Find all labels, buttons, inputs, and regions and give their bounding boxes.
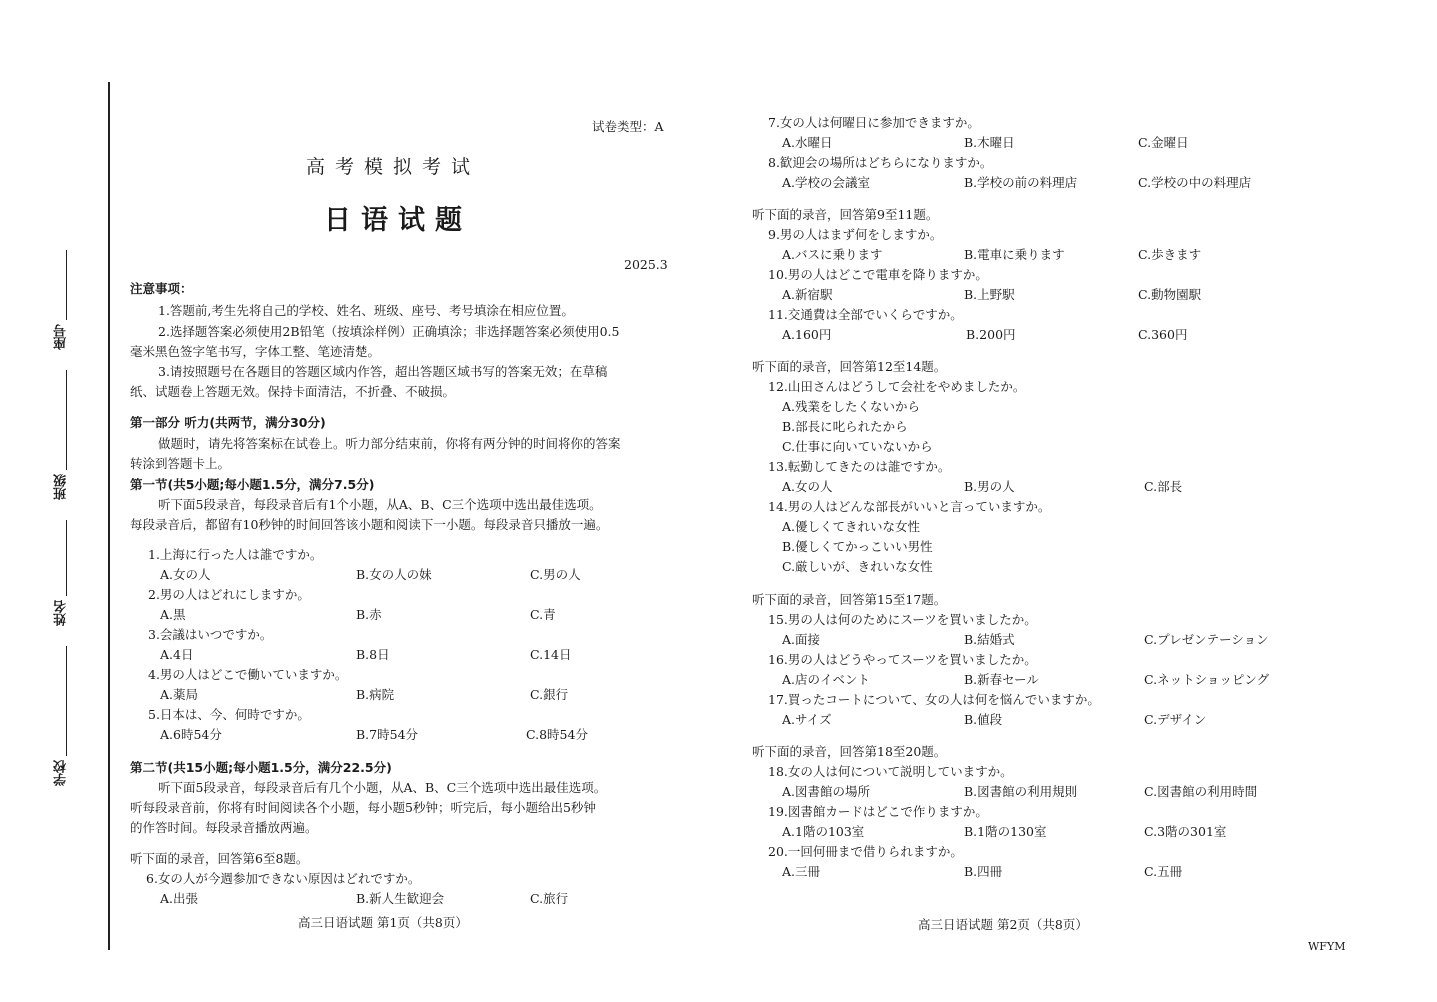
q2-option-a: A.黒 — [160, 607, 186, 622]
q3-option-c: C.14日 — [530, 647, 572, 662]
seat-label: 座号 — [54, 324, 69, 350]
school-blank — [66, 646, 67, 756]
q13-option-c: C.部長 — [1144, 479, 1183, 494]
q13-option-a: A.女の人 — [782, 479, 833, 494]
seat-blank — [66, 250, 67, 320]
q18-text: 18.女の人は何について説明していますか。 — [768, 764, 1013, 779]
q8-text: 8.歓迎会の場所はどちらになりますか。 — [768, 155, 993, 170]
q11-option-b: B.200円 — [966, 327, 1016, 342]
q12-option-b: B.部長に叱られたから — [782, 419, 908, 434]
page-2-footer: 高三日语试题 第2页（共8页） — [918, 917, 1088, 932]
q1-option-c: C.男の人 — [530, 567, 581, 582]
q6-option-a: A.出張 — [160, 891, 199, 906]
q19-option-a: A.1階の103室 — [782, 824, 865, 839]
student-info-sidebar — [52, 250, 92, 840]
q4-option-a: A.薬局 — [160, 687, 199, 702]
q8-option-c: C.学校の中の料理店 — [1138, 175, 1252, 190]
paper-type: 试卷类型：A — [592, 119, 664, 134]
q10-option-a: A.新宿駅 — [782, 287, 833, 302]
school-label: 学校 — [54, 760, 69, 786]
q4-option-c: C.銀行 — [530, 687, 569, 702]
q2-option-c: C.青 — [530, 607, 556, 622]
exam-title: 高考模拟考试 — [306, 156, 481, 178]
q9-option-a: A.バスに乗ります — [782, 247, 883, 262]
q10-option-c: C.動物園駅 — [1138, 287, 1202, 302]
instruction-q15-17: 听下面的录音，回答第15至17题。 — [752, 592, 947, 607]
q7-text: 7.女の人は何曜日に参加できますか。 — [768, 115, 980, 130]
q20-option-b: B.四冊 — [964, 864, 1003, 879]
q17-option-b: B.値段 — [964, 712, 1003, 727]
q3-option-a: A.4日 — [160, 647, 194, 662]
q4-text: 4.男の人はどこで働いていますか。 — [148, 667, 348, 682]
page-1-footer: 高三日语试题 第1页（共8页） — [298, 915, 468, 930]
q4-option-b: B.病院 — [356, 687, 395, 702]
notice-heading: 注意事项： — [130, 281, 193, 296]
section1-heading: 第一节(共5小题;每小题1.5分，满分7.5分) — [130, 477, 375, 492]
q15-option-a: A.面接 — [782, 632, 821, 647]
exam-date: 2025.3 — [624, 257, 668, 272]
part1-desc-b: 转涂到答题卡上。 — [130, 456, 231, 471]
q11-option-c: C.360円 — [1138, 327, 1188, 342]
section2-heading: 第二节(共15小题;每小题1.5分，满分22.5分) — [130, 760, 392, 775]
part1-heading: 第一部分 听力(共两节，满分30分) — [130, 415, 326, 430]
notice-item-3b: 纸、试题卷上答题无效。保持卡面清洁，不折叠、不破损。 — [130, 384, 456, 399]
q5-option-c: C.8時54分 — [526, 727, 588, 742]
q10-text: 10.男の人はどこで電車を降りますか。 — [768, 267, 988, 282]
q13-option-b: B.男の人 — [964, 479, 1015, 494]
q6-option-b: B.新人生歓迎会 — [356, 891, 445, 906]
class-blank — [66, 370, 67, 470]
document-code: WFYM — [1308, 940, 1346, 953]
q19-option-c: C.3階の301室 — [1144, 824, 1227, 839]
q5-text: 5.日本は、今、何時ですか。 — [148, 707, 310, 722]
name-blank — [66, 520, 67, 596]
q2-text: 2.男の人はどれにしますか。 — [148, 587, 310, 602]
notice-item-3a: 3.请按照题号在各题目的答题区域内作答，超出答题区域书写的答案无效；在草稿 — [158, 364, 608, 379]
q17-text: 17.買ったコートについて、女の人は何を悩んでいますか。 — [768, 692, 1100, 707]
q3-option-b: B.8日 — [356, 647, 390, 662]
class-label: 班级 — [54, 474, 69, 500]
q19-option-b: B.1階の130室 — [964, 824, 1047, 839]
q3-text: 3.会議はいつですか。 — [148, 627, 273, 642]
q11-text: 11.交通費は全部でいくらですか。 — [768, 307, 963, 322]
q16-option-c: C.ネットショッピング — [1144, 672, 1270, 687]
q1-text: 1.上海に行った人は誰ですか。 — [148, 547, 323, 562]
section2-desc-a: 听下面5段录音，每段录音后有几个小题，从A、B、C三个选项中选出最佳选项。 — [158, 780, 607, 795]
q15-option-c: C.プレゼンテーション — [1144, 632, 1269, 647]
q7-option-a: A.水曜日 — [782, 135, 833, 150]
q15-option-b: B.結婚式 — [964, 632, 1015, 647]
section2-desc-c: 的作答时间。每段录音播放两遍。 — [130, 820, 318, 835]
q7-option-b: B.木曜日 — [964, 135, 1015, 150]
q2-option-b: B.赤 — [356, 607, 382, 622]
q17-option-c: C.デザイン — [1144, 712, 1207, 727]
q18-option-c: C.図書館の利用時間 — [1144, 784, 1258, 799]
q12-option-a: A.残業をしたくないから — [782, 399, 921, 414]
q19-text: 19.図書館カードはどこで作りますか。 — [768, 804, 988, 819]
part1-desc-a: 做题时，请先将答案标在试卷上。听力部分结束前，你将有两分钟的时间将你的答案 — [158, 436, 621, 451]
section2-desc-b: 听每段录音前，你将有时间阅读各个小题，每小题5秒钟；听完后，每小题给出5秒钟 — [130, 800, 596, 815]
instruction-q18-20: 听下面的录音，回答第18至20题。 — [752, 744, 947, 759]
binding-line — [108, 82, 110, 950]
q6-text: 6.女の人が今週参加できない原因はどれですか。 — [146, 871, 421, 886]
q14-text: 14.男の人はどんな部長がいいと言っていますか。 — [768, 499, 1051, 514]
q6-option-c: C.旅行 — [530, 891, 569, 906]
q14-option-c: C.厳しいが、きれいな女性 — [782, 559, 933, 574]
q7-option-c: C.金曜日 — [1138, 135, 1189, 150]
q1-option-b: B.女の人の妹 — [356, 567, 432, 582]
name-label: 姓名 — [54, 600, 69, 626]
q10-option-b: B.上野駅 — [964, 287, 1015, 302]
q5-option-b: B.7時54分 — [356, 727, 419, 742]
q9-option-c: C.歩きます — [1138, 247, 1202, 262]
q9-option-b: B.電車に乗ります — [964, 247, 1065, 262]
q16-option-b: B.新春セール — [964, 672, 1039, 687]
q20-option-c: C.五冊 — [1144, 864, 1183, 879]
q13-text: 13.転勤してきたのは誰ですか。 — [768, 459, 951, 474]
q20-text: 20.一回何冊まで借りられますか。 — [768, 844, 963, 859]
q9-text: 9.男の人はまず何をしますか。 — [768, 227, 943, 242]
q12-text: 12.山田さんはどうして会社をやめましたか。 — [768, 379, 1026, 394]
instruction-q12-14: 听下面的录音，回答第12至14题。 — [752, 359, 947, 374]
q20-option-a: A.三冊 — [782, 864, 821, 879]
notice-item-2a: 2.选择题答案必须使用2B铅笔（按填涂样例）正确填涂；非选择题答案必须使用0.5 — [158, 324, 620, 339]
q1-option-a: A.女の人 — [160, 567, 211, 582]
q16-option-a: A.店のイベント — [782, 672, 871, 687]
section1-desc-b: 每段录音后，都留有10秒钟的时间回答该小题和阅读下一小题。每段录音只播放一遍。 — [130, 517, 609, 532]
q17-option-a: A.サイズ — [782, 712, 832, 727]
notice-item-2b: 毫米黑色签字笔书写，字体工整、笔迹清楚。 — [130, 344, 381, 359]
q11-option-a: A.160円 — [782, 327, 832, 342]
q12-option-c: C.仕事に向いていないから — [782, 439, 933, 454]
q8-option-a: A.学校の会議室 — [782, 175, 871, 190]
q14-option-b: B.優しくてかっこいい男性 — [782, 539, 933, 554]
q18-option-a: A.図書館の場所 — [782, 784, 871, 799]
q14-option-a: A.優しくてきれいな女性 — [782, 519, 921, 534]
q8-option-b: B.学校の前の料理店 — [964, 175, 1078, 190]
subject-title: 日语试题 — [324, 205, 472, 236]
q5-option-a: A.6時54分 — [160, 727, 222, 742]
q18-option-b: B.図書館の利用規則 — [964, 784, 1078, 799]
instruction-q6-8: 听下面的录音，回答第6至8题。 — [130, 851, 309, 866]
section1-desc-a: 听下面5段录音，每段录音后有1个小题，从A、B、C三个选项中选出最佳选项。 — [158, 497, 602, 512]
q16-text: 16.男の人はどうやってスーツを買いましたか。 — [768, 652, 1037, 667]
q15-text: 15.男の人は何のためにスーツを買いましたか。 — [768, 612, 1037, 627]
instruction-q9-11: 听下面的录音，回答第9至11题。 — [752, 207, 939, 222]
notice-item-1: 1.答题前,考生先将自己的学校、姓名、班级、座号、考号填涂在相应位置。 — [158, 303, 574, 318]
